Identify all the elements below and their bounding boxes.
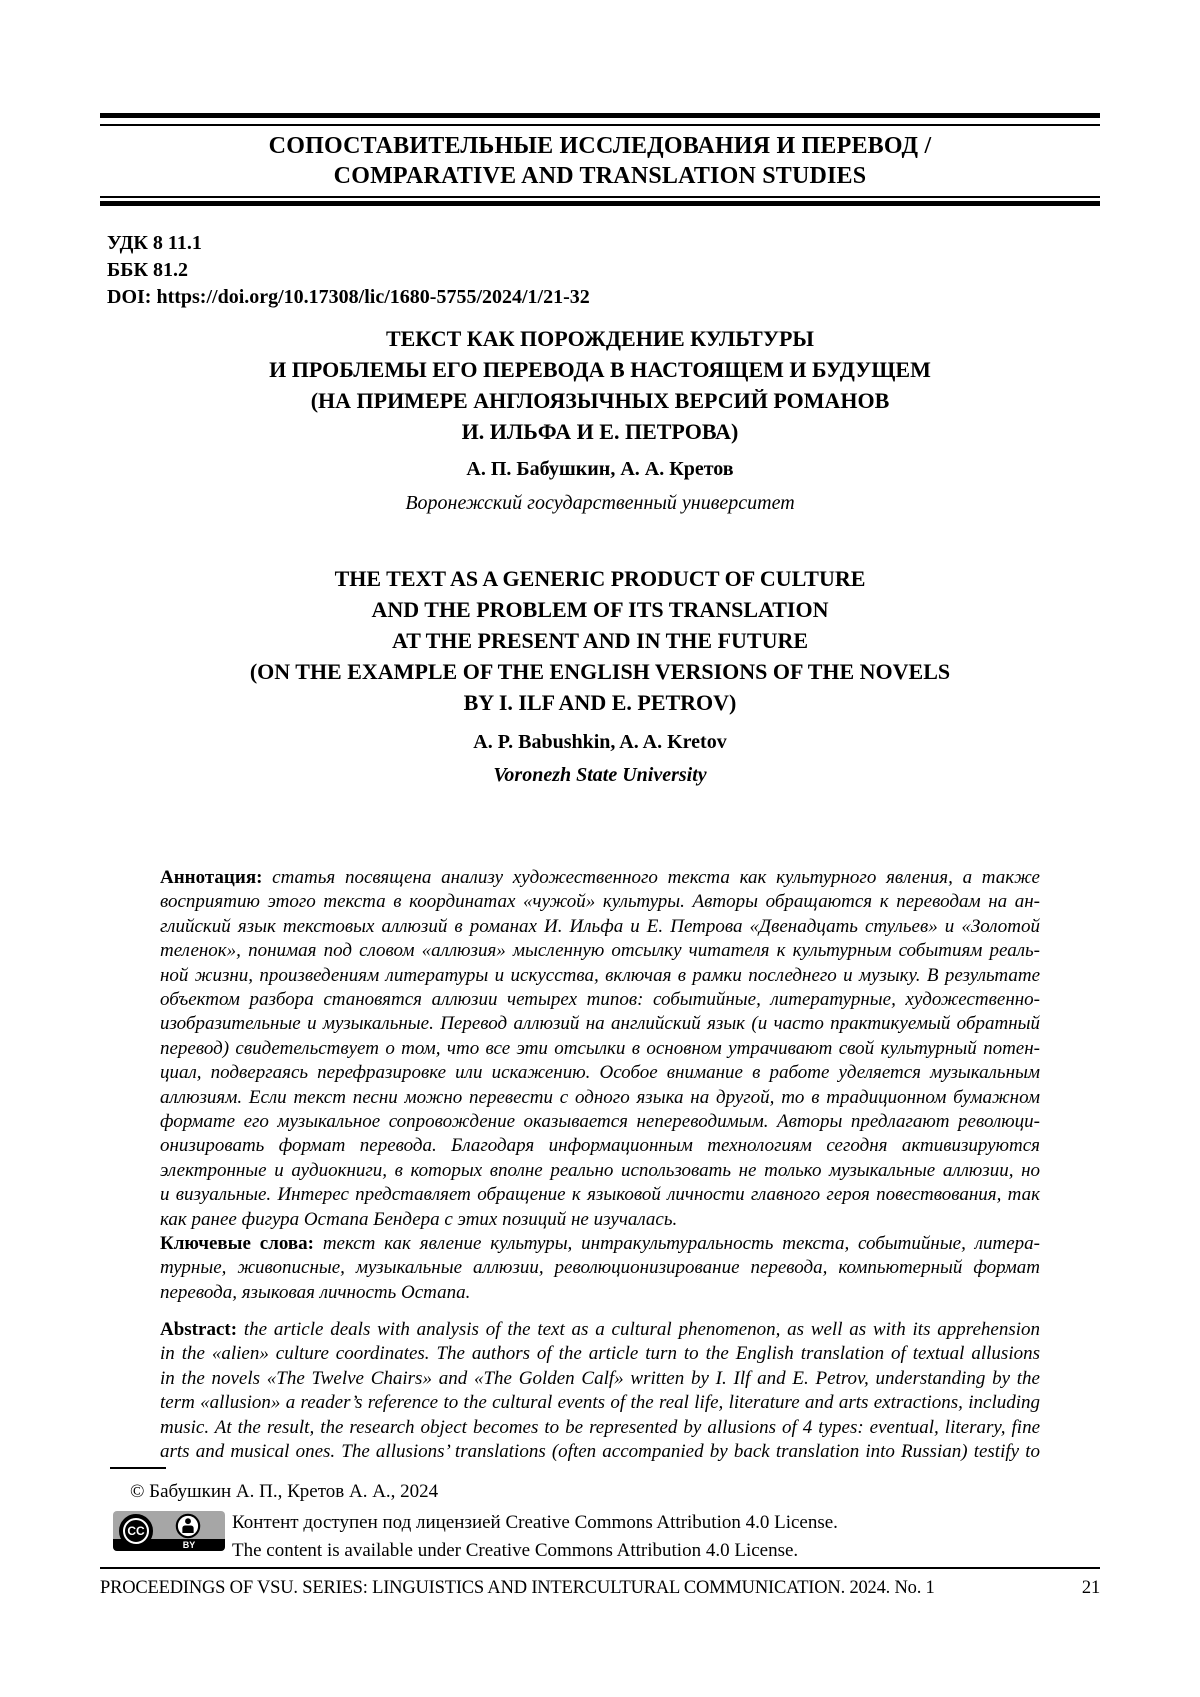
title-en-line: AND THE PROBLEM OF ITS TRANSLATION	[371, 597, 829, 622]
cc-by-label: BY	[182, 1540, 196, 1550]
text-line: аллюзиям. Если текст песни можно перевести с одного языка на другой, то в традиционном бумажном	[160, 1086, 1040, 1108]
bbk-code: ББК 81.2	[107, 259, 188, 281]
text-line: объектом разбора становятся аллюзии четырех типов: событийные, литературные, художественно-	[160, 989, 1040, 1011]
title-ru-line: ТЕКСТ КАК ПОРОЖДЕНИЕ КУЛЬТУРЫ	[385, 326, 815, 351]
copyright-line: © Бабушкин А. П., Кретов А. А., 2024	[130, 1481, 439, 1502]
text-line: ной жизни, произведениям литературы и искусства, включая в рамки последнего и музыку. В результате	[160, 964, 1040, 986]
title-en-line: (ON THE EXAMPLE OF THE ENGLISH VERSIONS OF THE NOVELS	[249, 659, 951, 684]
header-rule-thin-top	[100, 124, 1100, 126]
header-rule-thick-top	[100, 113, 1100, 118]
license-statement	[232, 1509, 838, 1564]
text-line: Ключевые слова: текст как явление культуры, интракультуральность текста, событийные, литера-	[160, 1233, 1040, 1254]
text-line: Аннотация: статья посвящена анализу художественного текста как культурного явления, а также	[160, 867, 1040, 888]
text-line: турные, живописные, музыкальные аллюзии, революционизирование перевода, компьютерный формат	[160, 1257, 1040, 1279]
cc-logo-icon	[119, 1514, 153, 1548]
doi-line: DOI: https://doi.org/10.17308/lic/1680-5755/2024/1/21-32	[107, 286, 590, 308]
text-line: перевода, языковая личность Остапа.	[160, 1281, 471, 1303]
text-line: электронные и аудиокниги, в которых вполне реально использовать не только музыкальные аллюзии, но	[160, 1159, 1040, 1181]
text-line: глийский язык текстовых аллюзий в романах И. Ильфа и Е. Петрова «Двенадцать стульев» и «Золотой	[160, 915, 1040, 937]
footnote-rule	[110, 1467, 166, 1469]
cc-attribution-person-icon	[175, 1513, 201, 1539]
paragraph-lead-label: Abstract:	[160, 1319, 238, 1340]
article-title-ru	[100, 323, 1100, 447]
text-line: term «allusion» a reader’s reference to the cultural events of the real life, literature and arts extractions, including	[160, 1392, 1040, 1414]
paragraph-lead-label: Ключевые слова:	[160, 1233, 314, 1254]
article-meta	[107, 230, 590, 311]
title-ru-line: И. ИЛЬФА И Е. ПЕТРОВА)	[461, 419, 739, 444]
title-ru-line: И ПРОБЛЕМЫ ЕГО ПЕРЕВОДА В НАСТОЯЩЕМ И БУДУЩЕМ	[269, 357, 931, 382]
affiliation-ru: Воронежский государственный университет	[405, 492, 795, 514]
section-band-title-ru: СОПОСТАВИТЕЛЬНЫЕ ИССЛЕДОВАНИЯ И ПЕРЕВОД /	[268, 133, 932, 159]
udk-code: УДК 8 11.1	[107, 232, 202, 254]
page-number: 21	[1081, 1578, 1100, 1598]
authors-ru: А. П. Бабушкин, А. А. Кретов	[466, 458, 734, 480]
title-en-line: BY I. ILF AND E. PETROV)	[463, 690, 737, 715]
text-line: arts and musical ones. The allusions’ translations (often accompanied by back translation into Russian) testify to	[160, 1441, 1040, 1463]
text-line: Abstract: the article deals with analysis of the text as a cultural phenomenon, as well as with its apprehension	[160, 1319, 1040, 1340]
license-line-en: The content is available under Creative Commons Attribution 4.0 License.	[232, 1539, 799, 1561]
affiliation-en: Voronezh State University	[493, 764, 707, 786]
text-line: циал, подвергаясь перефразировке или искажению. Особое внимание в работе уделяется музыкальным	[160, 1062, 1040, 1084]
text-line: формате его музыкальное сопровождение оказывается непереводимым. Авторы предлагают революци-	[160, 1111, 1040, 1133]
cc-by-badge	[113, 1511, 225, 1551]
footer-rule	[100, 1567, 1100, 1569]
license-line-ru: Контент доступен под лицензией Creative Commons Attribution 4.0 License.	[232, 1512, 838, 1533]
text-line: теленок», понимая под словом «аллюзия» мысленную отсылку читателя к культурным событиям реаль-	[160, 940, 1040, 962]
paragraph-lead-label: Аннотация:	[160, 867, 263, 888]
header-rule-thick-bottom	[100, 201, 1100, 206]
text-line: music. At the result, the research object becomes to be represented by allusions of 4 types: eventual, literary, fine	[160, 1416, 1040, 1438]
abstract-en	[160, 1318, 1040, 1464]
annotation-ru	[160, 866, 1040, 1232]
authors-en: A. P. Babushkin, A. A. Kretov	[473, 731, 727, 753]
title-en-line: THE TEXT AS A GENERIC PRODUCT OF CULTURE	[334, 566, 866, 591]
text-line: in the novels «The Twelve Chairs» and «The Golden Calf» written by I. Ilf and E. Petrov, understanding by the	[160, 1367, 1040, 1389]
text-line: и визуальные. Интерес представляет обращение к языковой личности главного героя повествования, так	[160, 1184, 1040, 1206]
cc-logo-letters: CC	[123, 1518, 149, 1544]
text-line: изобразительные и музыкальные. Перевод аллюзий на английский язык (и часто практикуемый обратный	[160, 1013, 1040, 1035]
text-line: восприятию этого текста в координатах «чужой» культуры. Авторы обращаются к переводам на ан-	[160, 891, 1040, 913]
header-rule-thin-bottom	[100, 196, 1100, 198]
article-title-en	[100, 563, 1100, 718]
section-band-title-en: COMPARATIVE AND TRANSLATION STUDIES	[333, 163, 867, 189]
footer-row	[100, 1578, 1100, 1599]
text-line: как ранее фигура Остапа Бендера с этих позиций не изучалась.	[160, 1208, 678, 1230]
text-line: перевод) свидетельствует о том, что все эти отсылки в основном утрачивают свой культурный потен-	[160, 1037, 1040, 1059]
text-line: in the «alien» culture coordinates. The authors of the article turn to the English translation of textual allusions	[160, 1343, 1040, 1365]
keywords-ru	[160, 1232, 1040, 1305]
journal-running-title: PROCEEDINGS OF VSU. SERIES: LINGUISTICS AND INTERCULTURAL COMMUNICATION. 2024. No. 1	[100, 1578, 935, 1598]
text-line: онизировать формат перевода. Благодаря информационным технологиям сегодня активизируются	[160, 1135, 1040, 1157]
title-en-line: AT THE PRESENT AND IN THE FUTURE	[391, 628, 809, 653]
title-ru-line: (НА ПРИМЕРЕ АНГЛОЯЗЫЧНЫХ ВЕРСИЙ РОМАНОВ	[310, 388, 890, 413]
